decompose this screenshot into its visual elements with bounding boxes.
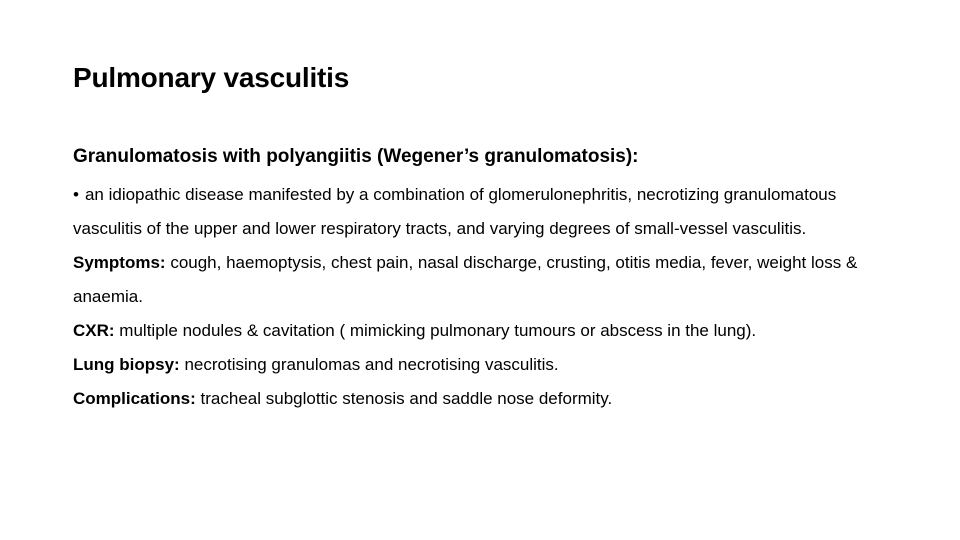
complications-label: Complications: [73, 389, 196, 408]
slide-title: Pulmonary vasculitis [73, 62, 350, 93]
body-text [73, 178, 883, 416]
lung-biopsy-paragraph [73, 348, 883, 382]
symptoms-paragraph [73, 246, 883, 314]
cxr-paragraph [73, 314, 883, 348]
lung-biopsy-label: Lung biopsy: [73, 355, 180, 374]
slide-content [73, 146, 883, 416]
symptoms-text: cough, haemoptysis, chest pain, nasal discharge, crusting, otitis media, fever, weight loss & anaemia. [73, 253, 858, 306]
complications-paragraph [73, 382, 883, 416]
lung-biopsy-text: necrotising granulomas and necrotising vasculitis. [184, 355, 559, 374]
bullet-paragraph [73, 178, 883, 246]
cxr-text: multiple nodules & cavitation ( mimicking pulmonary tumours or abscess in the lung). [119, 321, 757, 340]
bullet-text: an idiopathic disease manifested by a combination of glomerulonephritis, necrotizing granulomatous vasculitis of the upper and lower respiratory tracts, and varying degrees of small-vessel vasculitis. [73, 185, 837, 238]
subheading: Granulomatosis with polyangiitis (Wegener’s granulomatosis): [73, 146, 639, 167]
bullet-symbol: • [73, 185, 79, 204]
complications-text: tracheal subglottic stenosis and saddle nose deformity. [200, 389, 613, 408]
symptoms-label: Symptoms: [73, 253, 166, 272]
cxr-label: CXR: [73, 321, 115, 340]
